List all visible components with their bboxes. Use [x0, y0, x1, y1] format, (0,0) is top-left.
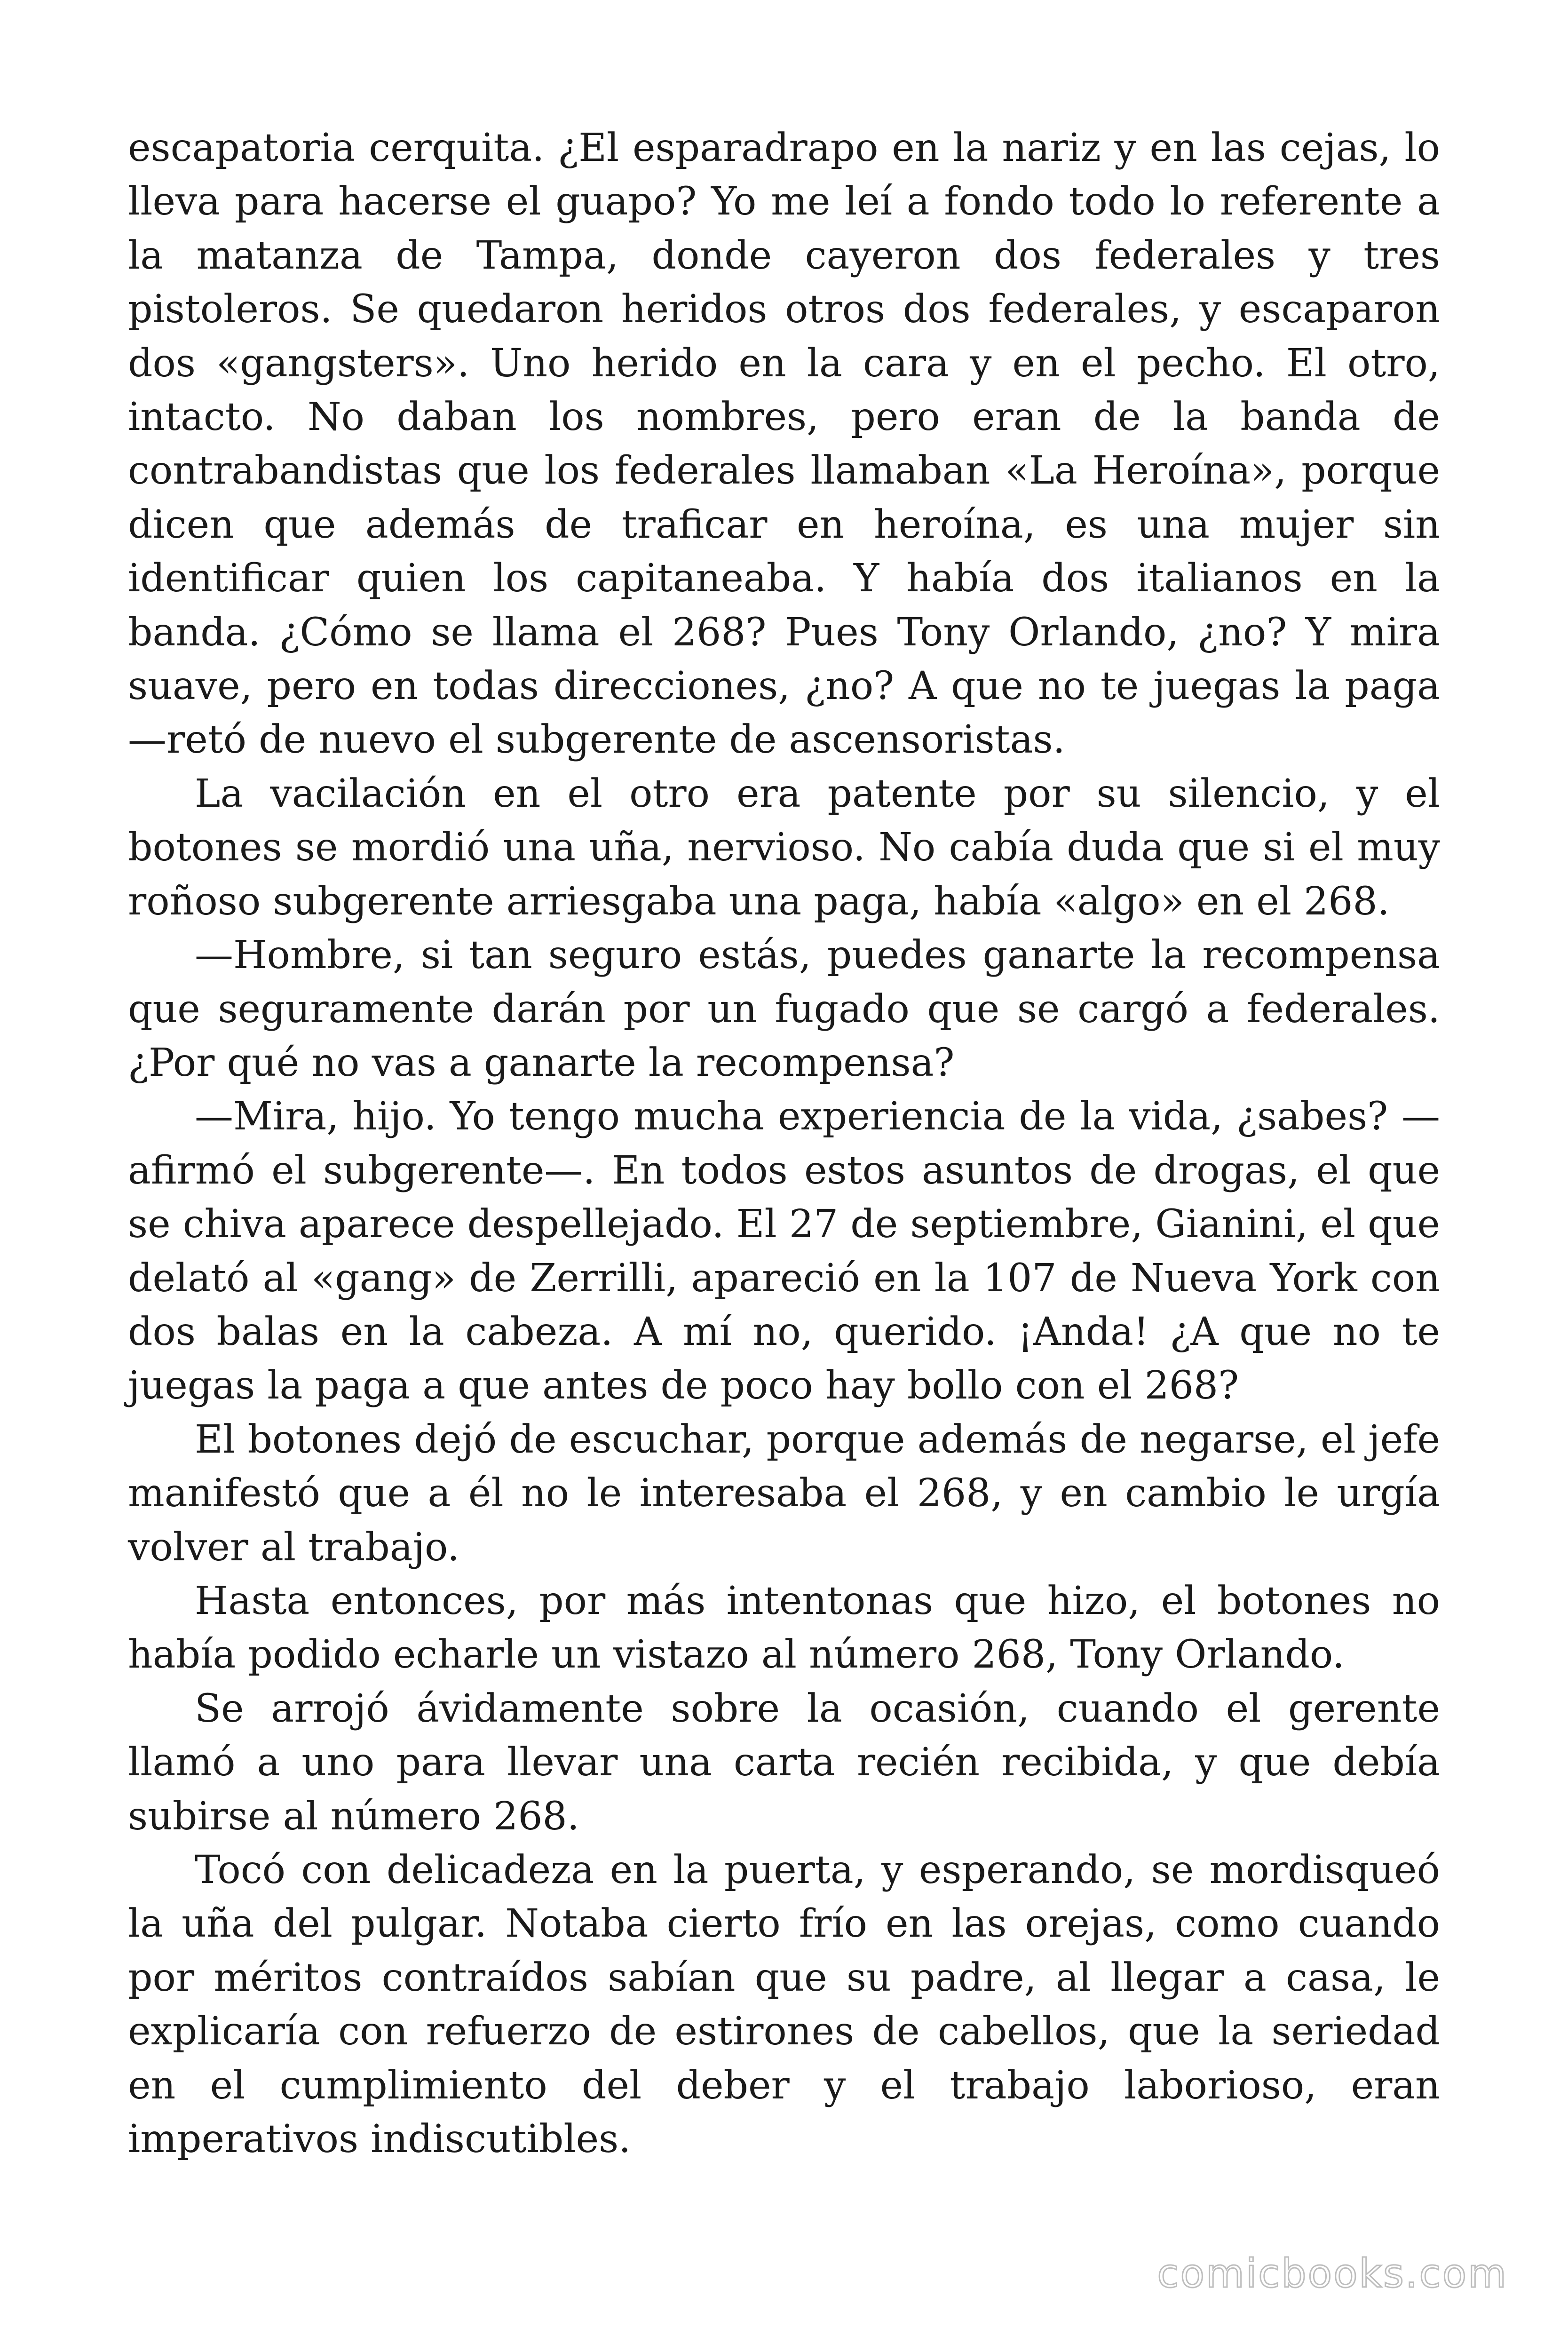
- paragraph: Tocó con delicadeza en la puerta, y esperando, se mordisqueó la uña del pulgar. Notaba cierto frío en las orejas, como cuando por méritos contraídos sabían que su padre, al llegar a casa, le explicaría con refuerzo de estirones de cabellos, que la seriedad en el cumplimiento del deber y el trabajo laborioso, eran imperativos indiscutibles.: [128, 1848, 1440, 2162]
- paragraph: Hasta entonces, por más intentonas que hizo, el botones no había podido echarle un vistazo al número 268, Tony Orlando.: [128, 1578, 1440, 1677]
- watermark: comicbooks.com: [1157, 2250, 1508, 2296]
- paragraph-continuation: escapatoria cerquita. ¿El esparadrapo en la nariz y en las cejas, lo lleva para hacerse el guapo? Yo me leí a fondo todo lo referente a la matanza de Tampa, donde cayeron dos federales y tres pistoleros. Se quedaron heridos otros dos federales, y escaparon dos «gangsters». Uno herido en la cara y en el pecho. El otro, intacto. No daban los nombres, pero eran de la banda de contrabandistas que los federales llamaban «La Heroína», porque dicen que además de traficar en heroína, es una mujer sin identificar quien los capitaneaba. Y había dos italianos en la banda. ¿Cómo se llama el 268? Pues Tony Orlando, ¿no? Y mira suave, pero en todas direcciones, ¿no? A que no te juegas la paga —retó de nuevo el subgerente de ascensoristas.: [128, 126, 1440, 763]
- paragraph: Se arrojó ávidamente sobre la ocasión, cuando el gerente llamó a uno para llevar una carta recién recibida, y que debía subirse al número 268.: [128, 1686, 1440, 1839]
- paragraph-dialogue: —Mira, hijo. Yo tengo mucha experiencia de la vida, ¿sabes? —afirmó el subgerente—. En todos estos asuntos de drogas, el que se chiva aparece despellejado. El 27 de septiembre, Gianini, el que delató al «gang» de Zerrilli, apareció en la 107 de Nueva York con dos balas en la cabeza. A mí no, querido. ¡Anda! ¿A que no te juegas la paga a que antes de poco hay bollo con el 268?: [128, 1094, 1440, 1408]
- paragraph-dialogue: —Hombre, si tan seguro estás, puedes ganarte la recompensa que seguramente darán por un fugado que se cargó a federales. ¿Por qué no vas a ganarte la recompensa?: [128, 933, 1440, 1085]
- paragraph: La vacilación en el otro era patente por su silencio, y el botones se mordió una uña, nervioso. No cabía duda que si el muy roñoso subgerente arriesgaba una paga, había «algo» en el 268.: [128, 771, 1440, 924]
- page-text: [128, 121, 1440, 2166]
- paragraph: El botones dejó de escuchar, porque además de negarse, el jefe manifestó que a él no le interesaba el 268, y en cambio le urgía volver al trabajo.: [128, 1417, 1440, 1570]
